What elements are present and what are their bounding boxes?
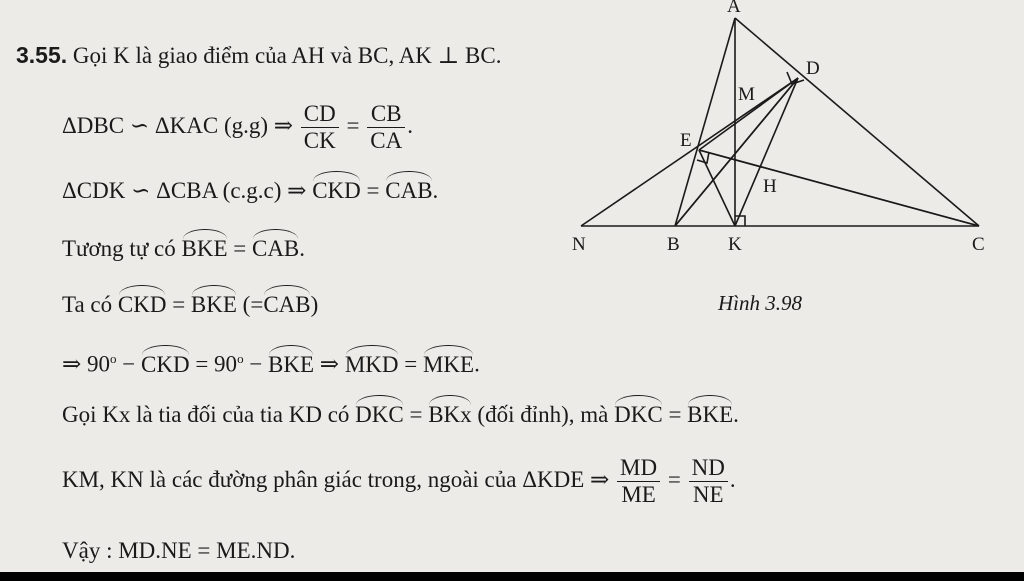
- text: ΔDBC ∽ ΔKAC (g.g) ⇒: [62, 113, 294, 138]
- figure-caption: Hình 3.98: [718, 291, 802, 315]
- equals: =: [233, 236, 247, 261]
- text: ΔCDK ∽ ΔCBA (c.g.c) ⇒: [62, 178, 307, 203]
- text: Ta có: [62, 292, 113, 317]
- segment-bh: [675, 78, 798, 226]
- problem-intro: Gọi K là giao điểm của AH và BC, AK ⊥ BC.: [72, 43, 502, 68]
- point-label-m: M: [738, 84, 755, 105]
- equals: =: [409, 402, 423, 427]
- period: .: [299, 236, 306, 261]
- equals: =: [404, 351, 418, 377]
- minus: −: [249, 351, 263, 377]
- problem-intro-line: [16, 40, 501, 71]
- denominator: CK: [303, 128, 336, 154]
- equals: =: [346, 113, 360, 138]
- period: .: [729, 467, 736, 492]
- conclusion-text: Vậy : MD.NE = ME.ND.: [62, 538, 296, 563]
- segment-nd: [581, 78, 798, 226]
- denominator: NE: [692, 482, 724, 508]
- angle: BKE: [687, 400, 733, 430]
- text: KM, KN là các đường phân giác trong, ngoài của ΔKDE ⇒: [62, 467, 610, 492]
- equals: =: [172, 292, 186, 317]
- point-label-k: K: [728, 234, 742, 255]
- angle: DKC: [614, 400, 663, 430]
- line-similar-dbc-kac: [62, 98, 413, 154]
- angle: BKE: [191, 290, 237, 320]
- denominator: CA: [370, 128, 403, 154]
- angle: CKD: [141, 350, 190, 380]
- angle: CAB: [263, 290, 310, 320]
- angle: CKD: [312, 176, 361, 206]
- numerator: ND: [689, 455, 728, 482]
- text: ⇒ 90: [62, 351, 111, 377]
- problem-number: 3.55.: [16, 42, 68, 68]
- fraction-nd-ne: [689, 455, 728, 508]
- equals: =: [366, 178, 380, 203]
- fraction-md-me: [617, 455, 660, 508]
- point-label-h: H: [763, 176, 777, 197]
- line-we-have: [62, 290, 318, 320]
- line-90-degree: [62, 344, 480, 380]
- geometry-figure: [560, 0, 1000, 280]
- angle: MKE: [423, 350, 474, 380]
- period: .: [407, 113, 413, 138]
- angle: BKE: [182, 234, 228, 264]
- point-label-c: C: [972, 234, 985, 255]
- line-opposite-ray: [62, 400, 739, 430]
- angle: BKx: [428, 400, 471, 430]
- fraction-cd-ck: [301, 101, 339, 154]
- line-bisectors: [62, 452, 736, 508]
- text: (đối đỉnh), mà: [477, 402, 609, 427]
- implies: ⇒: [319, 351, 340, 377]
- paren-close: ): [310, 292, 319, 317]
- angle: MKD: [345, 350, 399, 380]
- point-label-d: D: [806, 58, 820, 79]
- minus: −: [122, 351, 136, 377]
- equals: =: [668, 402, 682, 427]
- line-conclusion: [62, 536, 295, 566]
- numerator: CB: [367, 101, 405, 128]
- degree: o: [110, 351, 117, 366]
- line-similar-cdk-cba: [62, 176, 438, 206]
- point-label-n: N: [572, 234, 586, 255]
- point-label-a: A: [727, 0, 741, 17]
- point-label-e: E: [680, 130, 692, 151]
- numerator: CD: [301, 101, 339, 128]
- angle: CAB: [252, 234, 299, 264]
- angle: CKD: [118, 290, 167, 320]
- equals: =: [667, 467, 681, 492]
- period: .: [474, 351, 480, 377]
- text: Gọi Kx là tia đối của tia KD có: [62, 402, 350, 427]
- period: .: [432, 178, 439, 203]
- angle: DKC: [355, 400, 404, 430]
- degree: o: [237, 351, 244, 366]
- paren-open: (=: [242, 292, 264, 317]
- line-similarly: [62, 234, 305, 264]
- text: Tương tự có: [62, 236, 176, 261]
- numerator: MD: [617, 455, 660, 482]
- angle: BKE: [268, 350, 314, 380]
- angle: CAB: [385, 176, 432, 206]
- bottom-border: [0, 572, 1024, 581]
- period: .: [733, 402, 739, 427]
- fraction-cb-ca: [367, 101, 405, 154]
- figure-lines: [581, 18, 979, 226]
- segment-eh: [699, 150, 979, 226]
- text: = 90: [195, 351, 238, 377]
- segment-ab: [675, 18, 735, 226]
- point-label-b: B: [667, 234, 680, 255]
- denominator: ME: [621, 482, 656, 508]
